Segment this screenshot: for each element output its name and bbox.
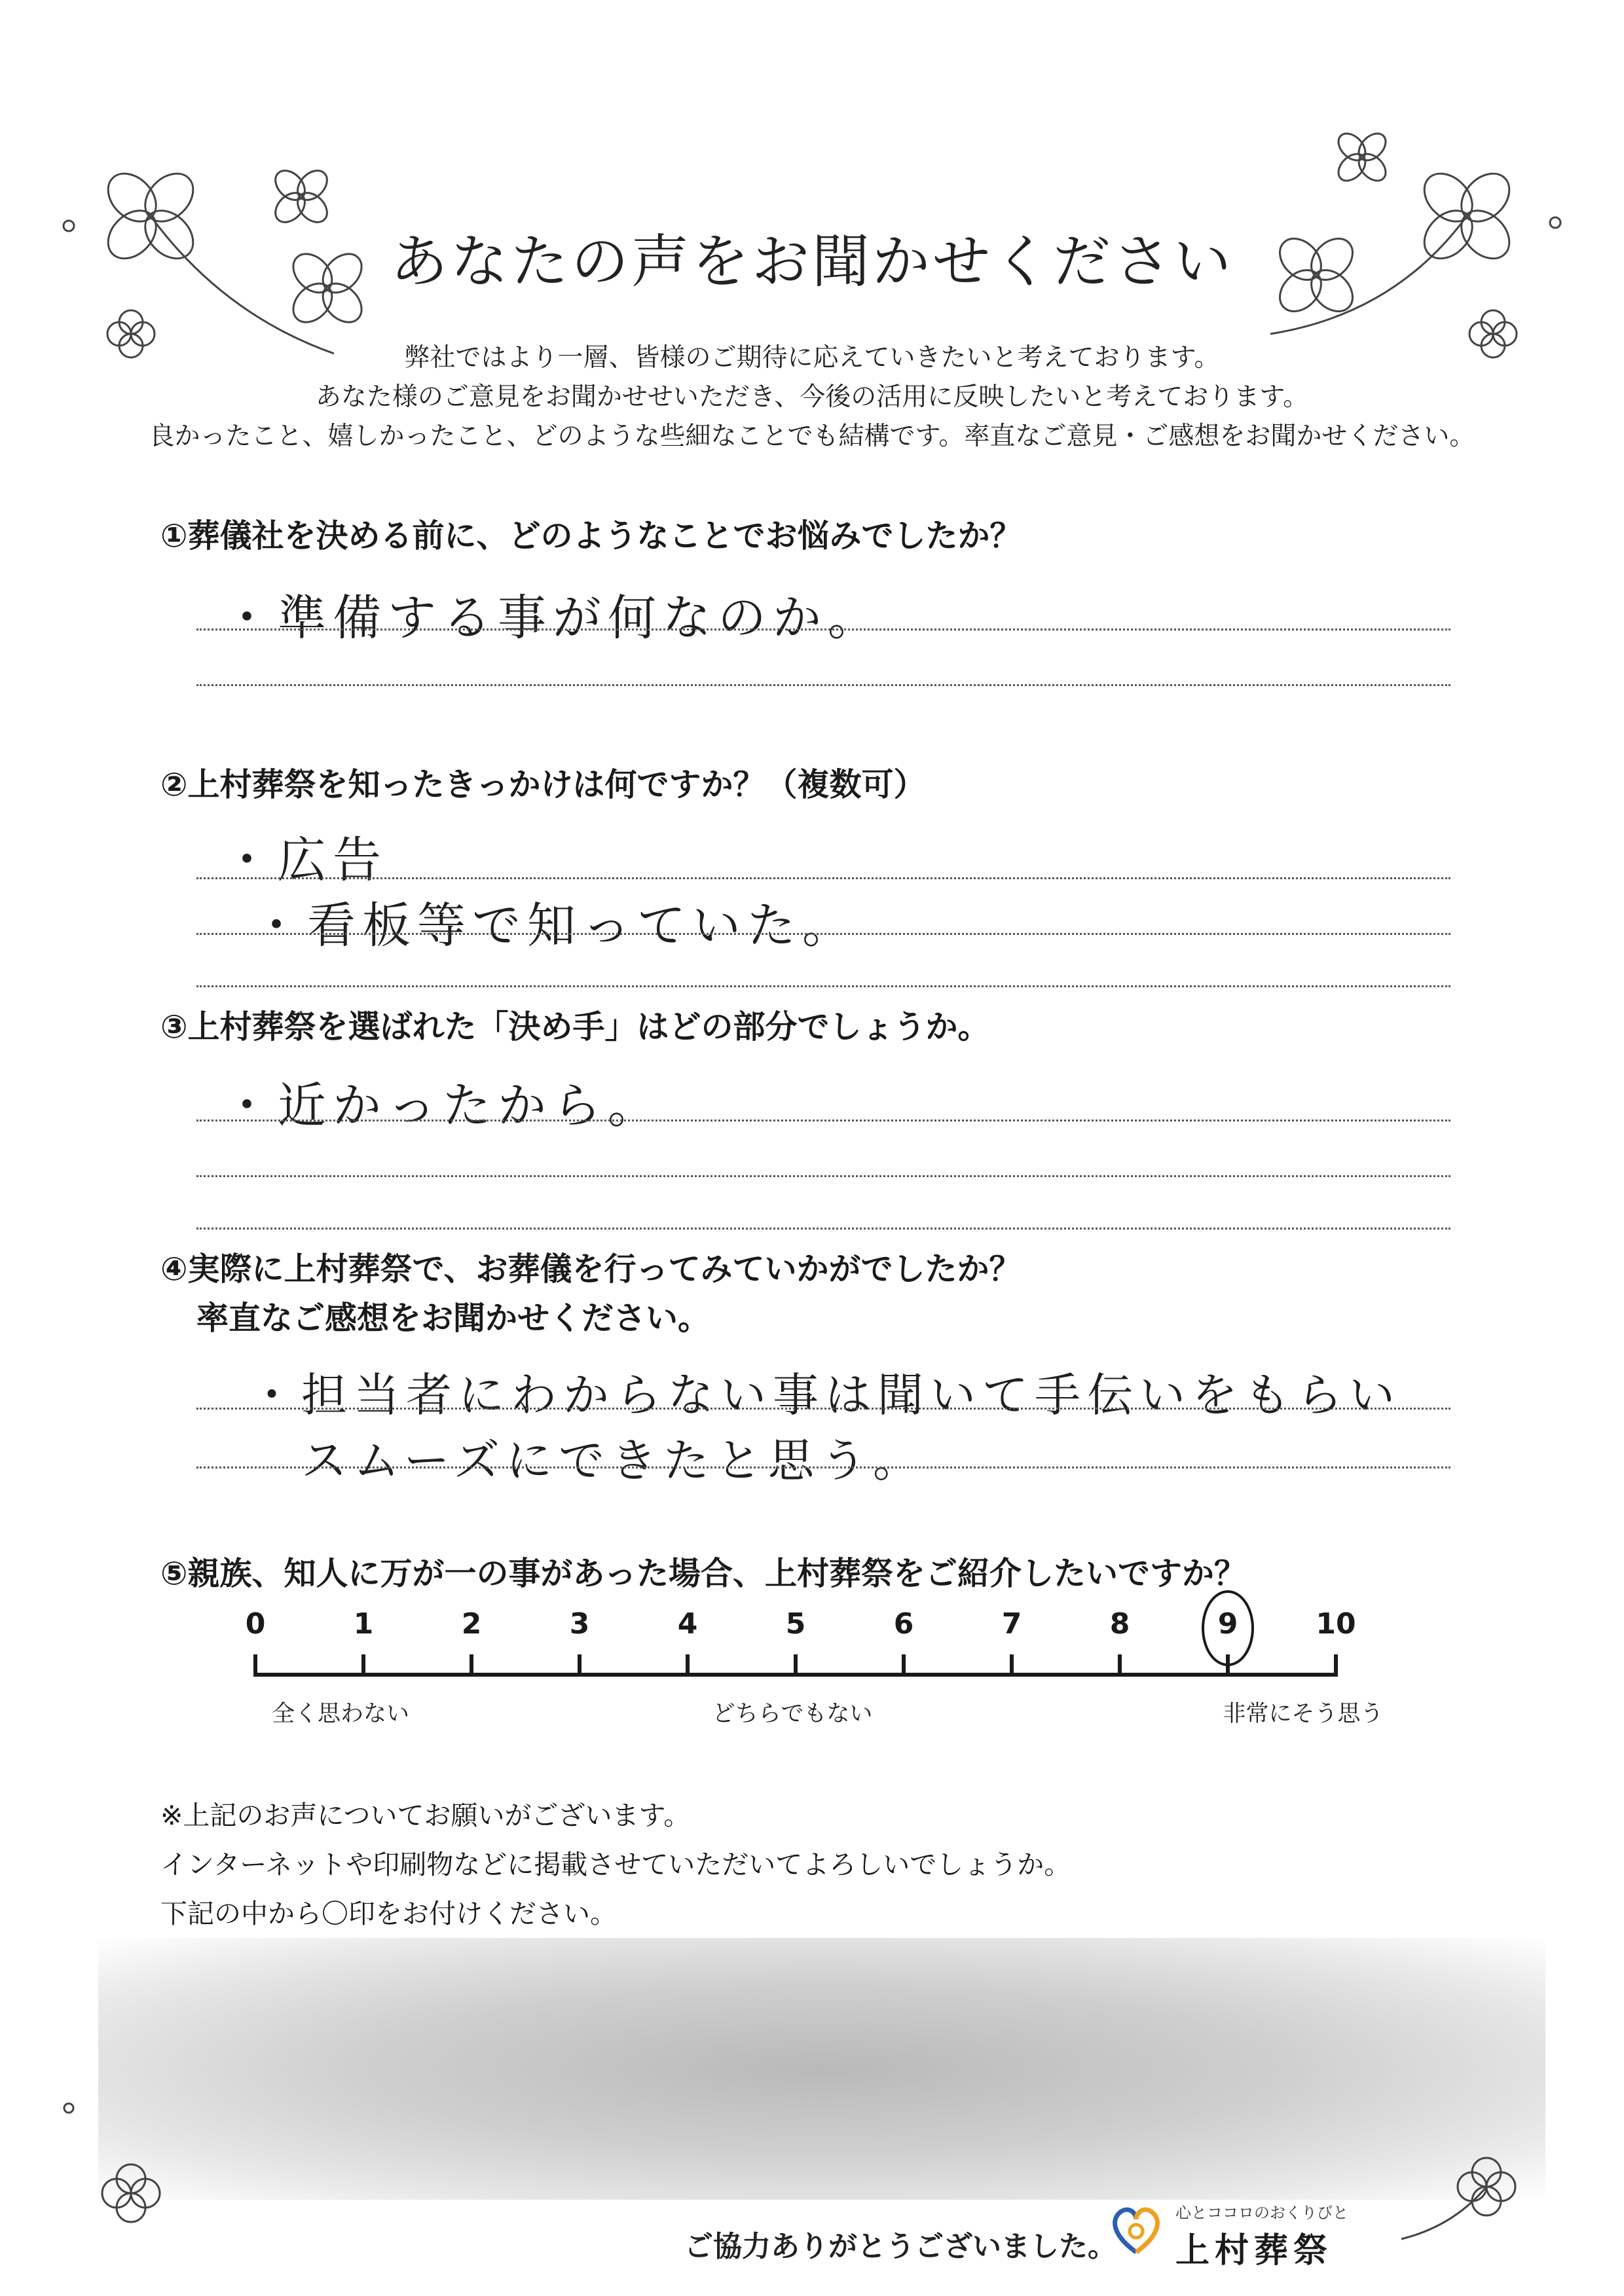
redacted-response-area bbox=[98, 1938, 1545, 2200]
question-4-label: ④実際に上村葬祭で、お葬儀を行ってみていかがでしたか？ bbox=[160, 1250, 1022, 1288]
rating-option-5[interactable]: 5 bbox=[785, 1607, 806, 1641]
question-4-sublabel: 率直なご感想をお聞かせください。 bbox=[196, 1300, 710, 1337]
answer-line bbox=[196, 877, 1450, 879]
note-line-2: インターネットや印刷物などに掲載させていただいてよろしいでしょうか。 bbox=[160, 1849, 1071, 1880]
rating-tick bbox=[1334, 1654, 1338, 1677]
question-1-answer: ・準備する事が何なのか。 bbox=[223, 590, 883, 646]
question-3-label: ③上村葬祭を選ばれた「決め手」はどの部分でしょうか。 bbox=[160, 1008, 990, 1046]
question-2-label: ②上村葬祭を知ったきっかけは何ですか？（複数可） bbox=[160, 766, 926, 803]
question-4-answer-2: スムーズにできたと思う。 bbox=[301, 1434, 925, 1487]
answer-line bbox=[196, 1408, 1450, 1410]
note-line-1: ※上記のお声についてお願いがございます。 bbox=[160, 1800, 691, 1831]
rating-option-8[interactable]: 8 bbox=[1109, 1607, 1130, 1641]
question-3-answer: ・近かったから。 bbox=[223, 1078, 663, 1134]
rating-option-4[interactable]: 4 bbox=[677, 1607, 698, 1641]
scale-high-label: 非常にそう思う bbox=[1223, 1701, 1384, 1727]
answer-line bbox=[196, 684, 1450, 686]
rating-option-1[interactable]: 1 bbox=[353, 1607, 374, 1641]
rating-tick bbox=[1010, 1654, 1014, 1677]
answer-line bbox=[196, 985, 1450, 987]
thanks-message: ご協力ありがとうございました。 bbox=[684, 2230, 1116, 2263]
rating-tick bbox=[253, 1654, 257, 1677]
clover-decoration-bottom-left bbox=[59, 2082, 229, 2252]
answer-line bbox=[196, 629, 1450, 630]
rating-option-9[interactable]: 9 bbox=[1217, 1607, 1238, 1641]
heart-logo-icon bbox=[1107, 2200, 1166, 2259]
rating-option-7[interactable]: 7 bbox=[1001, 1607, 1022, 1641]
intro-line-1: 弊社ではより一層、皆様のご期待に応えていきたいと考えております。 bbox=[404, 343, 1220, 373]
rating-option-6[interactable]: 6 bbox=[893, 1607, 914, 1641]
rating-tick bbox=[578, 1654, 581, 1677]
rating-option-0[interactable]: 0 bbox=[245, 1607, 266, 1641]
selected-rating-circle bbox=[1198, 1588, 1257, 1673]
clover-decoration-bottom-right bbox=[1375, 2082, 1559, 2252]
rating-option-3[interactable]: 3 bbox=[569, 1607, 590, 1641]
question-5-label: ⑤親族、知人に万が一の事があった場合、上村葬祭をご紹介したいですか？ bbox=[160, 1555, 1246, 1592]
question-4-answer-1: ・担当者にわからない事は聞いて手伝いをもらい bbox=[249, 1368, 1401, 1422]
intro-line-3: 良かったこと、嬉しかったこと、どのような些細なことでも結構です。率直なご意見・ご感想をお聞かせください。 bbox=[149, 422, 1475, 451]
question-2-answer-2: ・看板等で知っていた。 bbox=[252, 898, 857, 954]
answer-line bbox=[196, 933, 1450, 935]
rating-tick bbox=[470, 1654, 473, 1677]
scale-mid-label: どちらでもない bbox=[712, 1701, 873, 1727]
page-title: あなたの声をお聞かせください bbox=[390, 228, 1234, 295]
rating-scale-line bbox=[255, 1673, 1336, 1677]
question-2-answer-1: ・広告 bbox=[223, 832, 388, 888]
rating-tick bbox=[1118, 1654, 1122, 1677]
answer-line bbox=[196, 1120, 1450, 1121]
intro-line-2: あなた様のご意見をお聞かせせいただき、今後の活用に反映したいと考えております。 bbox=[315, 382, 1309, 412]
rating-tick bbox=[902, 1654, 906, 1677]
answer-line bbox=[196, 1228, 1450, 1230]
note-line-3: 下記の中から〇印をお付けください。 bbox=[160, 1898, 617, 1929]
logo-name: 上村葬祭 bbox=[1175, 2231, 1333, 2270]
rating-option-2[interactable]: 2 bbox=[461, 1607, 482, 1641]
rating-tick bbox=[1226, 1654, 1230, 1677]
question-1-label: ①葬儀社を決める前に、どのようなことでお悩みでしたか？ bbox=[160, 517, 1022, 555]
rating-option-10[interactable]: 10 bbox=[1316, 1607, 1356, 1641]
rating-tick bbox=[794, 1654, 798, 1677]
answer-line bbox=[196, 1467, 1450, 1468]
rating-tick bbox=[686, 1654, 690, 1677]
scale-low-label: 全く思わない bbox=[271, 1701, 410, 1727]
answer-line bbox=[196, 1175, 1450, 1177]
rating-tick bbox=[361, 1654, 365, 1677]
logo-tagline: 心とココロのおくりびと bbox=[1175, 2204, 1348, 2222]
